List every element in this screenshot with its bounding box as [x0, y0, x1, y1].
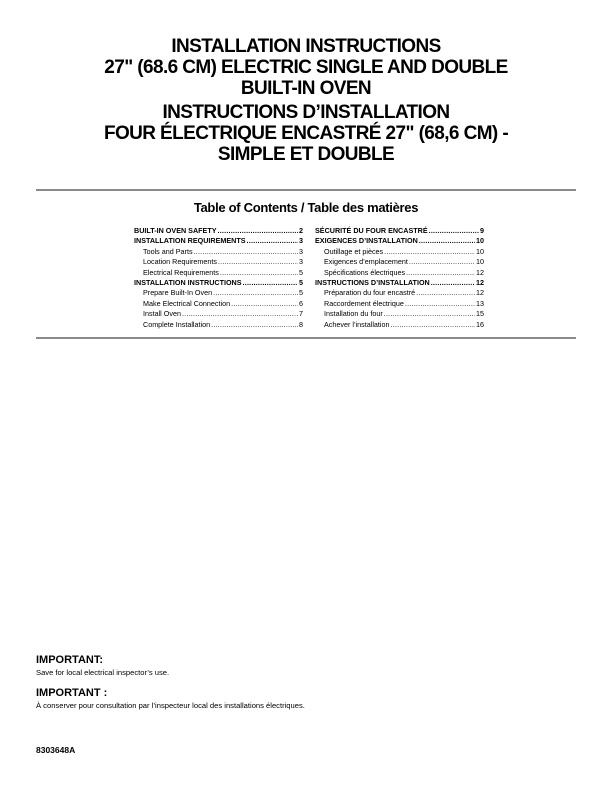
toc-entry-label: Electrical Requirements — [143, 267, 219, 277]
toc-entry[interactable] — [315, 320, 484, 330]
toc-entry[interactable] — [315, 247, 484, 257]
toc-entry[interactable] — [134, 299, 303, 309]
toc-entry-page-number: 15 — [476, 309, 484, 319]
document-number: 8303648A — [36, 745, 76, 755]
toc-entry-label: INSTALLATION REQUIREMENTS — [134, 236, 246, 246]
toc-entry-page-number: 2 — [299, 226, 303, 235]
toc-entry-page-number: 9 — [480, 226, 484, 235]
toc-dot-leader — [409, 257, 475, 267]
toc-column-french — [315, 226, 484, 330]
toc-entry-label: EXIGENCES D’INSTALLATION — [315, 236, 418, 246]
toc-entry[interactable] — [134, 247, 303, 257]
toc-entry-label: Tools and Parts — [143, 246, 193, 256]
toc-dot-leader — [218, 226, 298, 236]
toc-dot-leader — [431, 278, 475, 288]
toc-dot-leader — [405, 299, 475, 309]
toc-dot-leader — [384, 309, 475, 319]
document-title — [0, 36, 612, 165]
toc-entry-label: Make Electrical Connection — [143, 298, 231, 308]
toc-dot-leader — [416, 288, 475, 298]
toc-entry[interactable] — [134, 320, 303, 330]
toc-entry[interactable] — [134, 309, 303, 319]
toc-entry[interactable] — [315, 278, 484, 288]
toc-entry[interactable] — [134, 236, 303, 246]
toc-dot-leader — [391, 320, 475, 330]
toc-entry-page-number: 5 — [299, 267, 303, 277]
toc-entry-label: Spécifications électriques — [324, 267, 406, 277]
toc-column-english — [134, 226, 303, 330]
toc-entry-page-number: 10 — [476, 246, 484, 256]
toc-dot-leader — [211, 320, 298, 330]
title-fr-line-2: FOUR ÉLECTRIQUE ENCASTRÉ 27" (68,6 CM) - — [103, 123, 509, 144]
toc-entry-page-number: 10 — [476, 257, 484, 267]
toc-entry-label: Installation du four — [324, 309, 383, 319]
toc-divider — [36, 337, 576, 339]
toc-entry-page-number: 12 — [476, 288, 484, 298]
title-fr-line-1: INSTRUCTIONS D’INSTALLATION — [162, 102, 450, 123]
toc-entry-label: SÉCURITÉ DU FOUR ENCASTRÉ — [315, 226, 428, 235]
toc-entry-page-number: 5 — [299, 288, 303, 298]
important-text-en: Save for local electrical inspector’s use. — [36, 668, 170, 677]
important-notice-fr — [36, 687, 576, 711]
toc-dot-leader — [182, 309, 298, 319]
toc-entry-page-number: 13 — [476, 298, 484, 308]
toc-entry-label: BUILT-IN OVEN SAFETY — [134, 226, 217, 235]
toc-entry-label: Raccordement électrique — [324, 298, 404, 308]
important-notice-en — [36, 654, 576, 678]
toc-dot-leader — [213, 288, 298, 298]
title-divider — [36, 189, 576, 191]
toc-entry-label: Complete Installation — [143, 319, 211, 329]
toc-entry[interactable] — [134, 257, 303, 267]
toc-entry-page-number: 16 — [476, 319, 484, 329]
toc-dot-leader — [247, 236, 298, 246]
toc-entry[interactable] — [315, 226, 484, 236]
toc-dot-leader — [243, 278, 298, 288]
toc-entry-label: INSTALLATION INSTRUCTIONS — [134, 277, 242, 287]
toc-dot-leader — [220, 268, 298, 278]
toc-entry-page-number: 5 — [299, 277, 303, 287]
toc-entry[interactable] — [134, 268, 303, 278]
toc-entry-page-number: 10 — [476, 236, 484, 246]
toc-heading: Table of Contents / Table des matières — [193, 200, 419, 215]
toc-dot-leader — [194, 247, 298, 257]
toc-entry-label: Outillage et pièces — [324, 246, 384, 256]
toc-entry-page-number: 3 — [299, 257, 303, 267]
toc-dot-leader — [406, 268, 475, 278]
toc-entry[interactable] — [315, 299, 484, 309]
toc-dot-leader — [384, 247, 475, 257]
toc-entry-page-number: 8 — [299, 319, 303, 329]
toc-entry-page-number: 6 — [299, 298, 303, 308]
toc-dot-leader — [231, 299, 298, 309]
toc-entry[interactable] — [134, 226, 303, 236]
title-en-line-2: 27" (68.6 CM) ELECTRIC SINGLE AND DOUBLE — [104, 57, 508, 78]
toc-entry-page-number: 7 — [299, 309, 303, 319]
toc-dot-leader — [419, 236, 475, 246]
toc-dot-leader — [429, 226, 479, 236]
title-en-line-1: INSTALLATION INSTRUCTIONS — [171, 36, 441, 57]
important-text-fr: À conserver pour consultation par l’inspecteur local des installations électriques. — [36, 701, 305, 710]
toc-entry-label: Achever l’installation — [324, 319, 390, 329]
title-fr-line-3: SIMPLE ET DOUBLE — [217, 144, 395, 165]
toc-entry[interactable] — [315, 288, 484, 298]
toc-entry[interactable] — [315, 309, 484, 319]
title-en-line-3: BUILT-IN OVEN — [240, 78, 372, 99]
toc-dot-leader — [218, 257, 298, 267]
toc-entry-page-number: 12 — [476, 277, 484, 287]
toc-entry-label: Exigences d’emplacement — [324, 257, 408, 267]
toc-entry[interactable] — [315, 268, 484, 278]
toc-entry[interactable] — [134, 278, 303, 288]
important-heading-en: IMPORTANT: — [36, 654, 104, 666]
toc-entry-label: Préparation du four encastré — [324, 288, 416, 298]
toc-entry-label: Prepare Built-In Oven — [143, 288, 213, 298]
toc-entry-label: Location Requirements — [143, 257, 217, 267]
toc-entry-page-number: 3 — [299, 236, 303, 246]
toc-entry-page-number: 3 — [299, 246, 303, 256]
toc-entry-page-number: 12 — [476, 267, 484, 277]
toc-entry[interactable] — [134, 288, 303, 298]
toc-entry[interactable] — [315, 257, 484, 267]
toc-entry-label: INSTRUCTIONS D’INSTALLATION — [315, 277, 430, 287]
important-heading-fr: IMPORTANT : — [36, 687, 108, 699]
toc-entry[interactable] — [315, 236, 484, 246]
toc-entry-label: Install Oven — [143, 309, 181, 319]
